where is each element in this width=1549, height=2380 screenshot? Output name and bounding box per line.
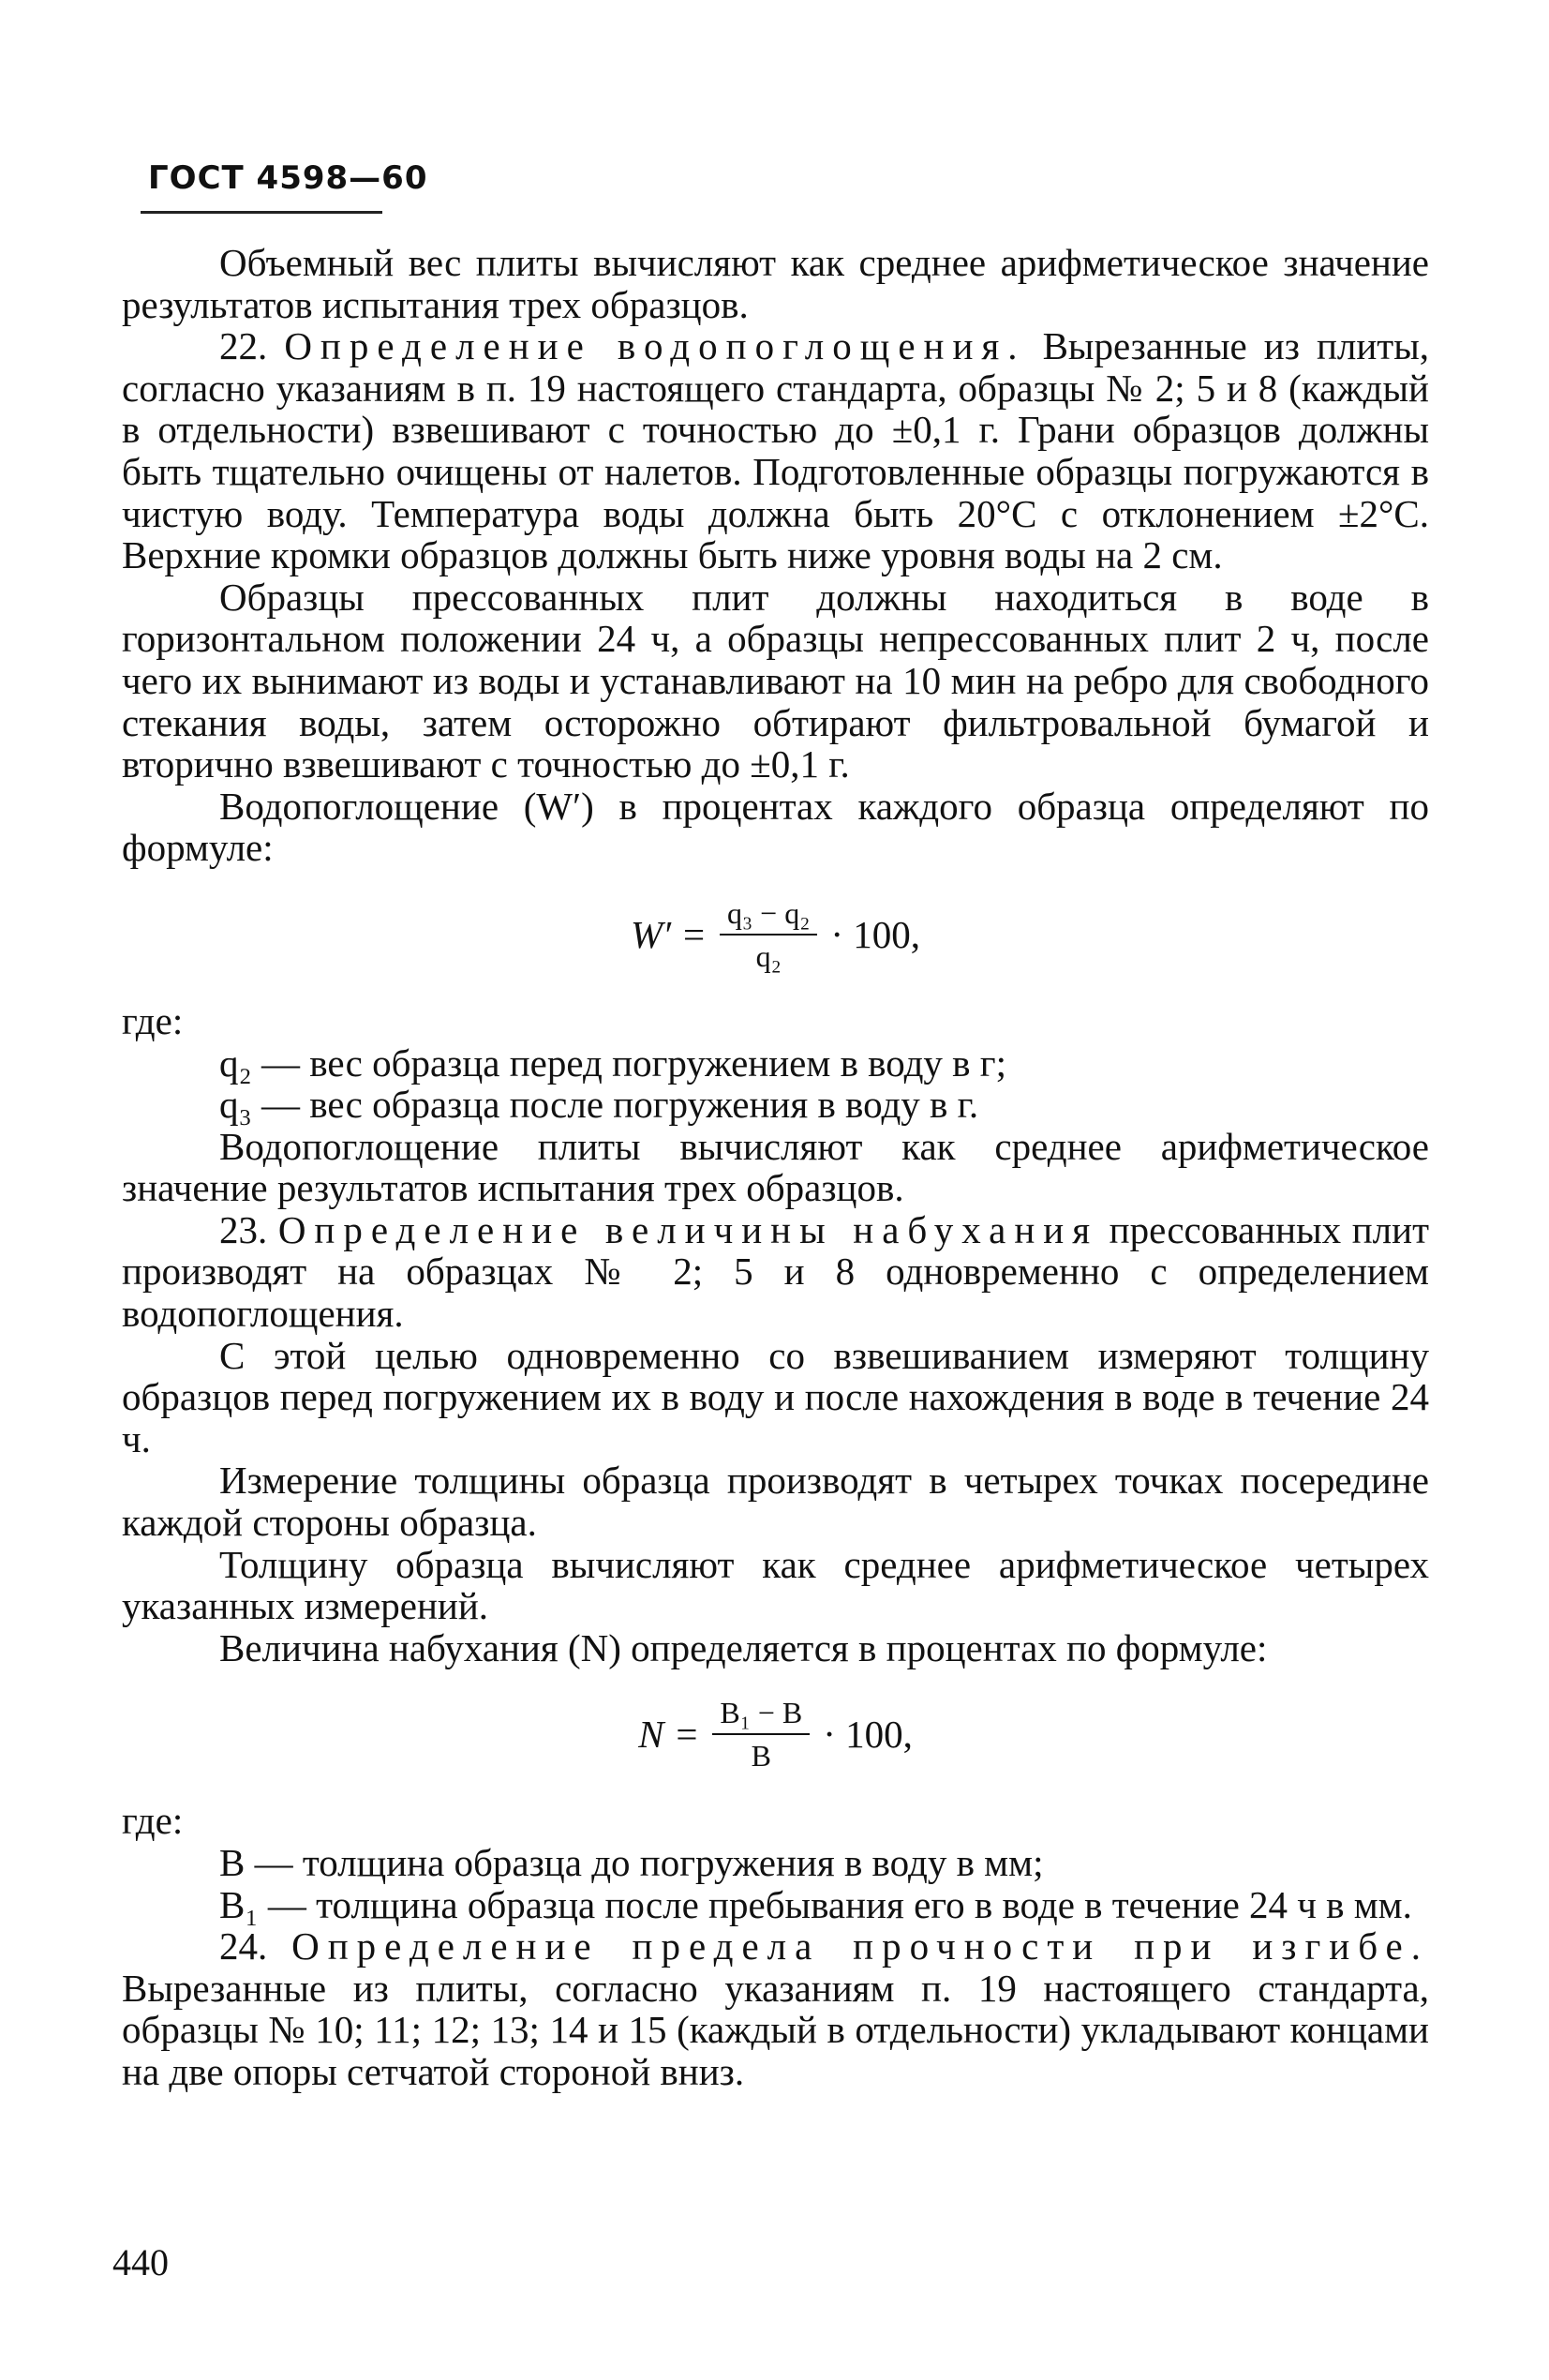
document-header: ГОСТ 4598—60 [148, 159, 428, 197]
section-heading: Определение величины набухания [277, 1207, 1099, 1251]
definition-b: B — толщина образца до погружения в воду в мм; [219, 1841, 1044, 1884]
section-text: Вырезанные из плиты, согласно указаниям п. 19 настоящего стандарта, образцы № 10; 11; 12; 13; 14 и 15 (каждый в отдельности) укладывают концами на две опоры сетчатой стороной вниз. [122, 1966, 1429, 2093]
page-number: 440 [112, 2241, 169, 2283]
formula-fraction [712, 1696, 810, 1773]
paragraph-thickness-average: Толщину образца вычисляют как среднее арифметическое четырех указанных измерений. [122, 1542, 1429, 1628]
section-heading: Определение водопоглощения. [284, 324, 1026, 368]
section-24 [122, 1925, 1429, 2092]
formula-numerator: q₃ − q₂ [720, 896, 817, 936]
paragraph-thickness-measure: С этой целью одновременно со взвешиванием измеряют толщину образцов перед погружением их в воду и после нахождения в воде в течение 24 ч. [122, 1333, 1429, 1460]
section-23 [122, 1209, 1429, 1335]
formula-water-absorption [122, 869, 1429, 1000]
where-label: где: [122, 1799, 184, 1843]
header-rule [141, 211, 382, 214]
definition-q2: q₂ — вес образца перед погружением в воду в г; [219, 1040, 1006, 1085]
paragraph-water-absorption-intro: Водопоглощение (W′) в процентах каждого образца определяют по формуле: [122, 784, 1429, 870]
section-text: Вырезанные из плиты, согласно указаниям в п. 19 настоящего стандарта, образцы № 2; 5 и 8 (каждый в отдельности) взвешивают с точностью до ±0,1 г. Грани образцов должны быть тщательно очищены от налетов. Подготовленные образцы погружаются в чистую воду. Температура воды должна быть 20°С с отклонением ±2°С. Верхние кромки образцов должны быть ниже уровня воды на 2 см. [122, 324, 1429, 577]
where-label: где: [122, 998, 184, 1042]
section-22 [122, 325, 1429, 576]
formula-lhs: N = [638, 1713, 700, 1757]
formula-lhs: W′ = [630, 912, 707, 956]
paragraph-four-points: Измерение толщины образца производят в четырех точках посередине каждой стороны образца. [122, 1459, 1429, 1545]
section-text: прессованных плит производят на образцах № 2; 5 и 8 одновременно с определением водопоглощения. [122, 1207, 1430, 1336]
section-number: 22. [219, 324, 285, 368]
formula-denominator: B [751, 1739, 771, 1774]
paragraph-soaking: Образцы прессованных плит должны находиться в воде в горизонтальном положении 24 ч, а образцы непрессованных плит 2 ч, после чего их вынимают из воды и устанавливают на 10 мин на ребро для свободного стекания воды, затем осторожно обтирают фильтровальной бумагой и вторично взвешивают с точностью до ±0,1 г. [122, 575, 1429, 786]
formula-fraction [720, 896, 817, 973]
formula-numerator: B₁ − B [712, 1696, 810, 1735]
definition-q3: q₃ — вес образца после погружения в воду в г. [219, 1083, 979, 1127]
formula-denominator: q₂ [755, 938, 782, 973]
document-body [122, 242, 1429, 2093]
paragraph-average: Водопоглощение плиты вычисляют как среднее арифметическое значение результатов испытания трех образцов. [122, 1124, 1429, 1210]
formula-rhs: · 100, [830, 912, 921, 956]
section-number: 23. [219, 1207, 278, 1251]
section-number: 24. [219, 1924, 292, 1968]
paragraph-volume-weight: Объемный вес плиты вычисляют как среднее арифметическое значение результатов испытания трех образцов. [122, 241, 1429, 326]
section-heading: Определение предела прочности при изгибе. [291, 1924, 1429, 1968]
paragraph-swelling-intro: Величина набухания (N) определяется в процентах по формуле: [219, 1625, 1268, 1669]
formula-swelling [122, 1669, 1429, 1800]
definition-b1: B₁ — толщина образца после пребывания его в воде в течение 24 ч в мм. [219, 1882, 1412, 1926]
formula-rhs: · 100, [823, 1713, 913, 1757]
